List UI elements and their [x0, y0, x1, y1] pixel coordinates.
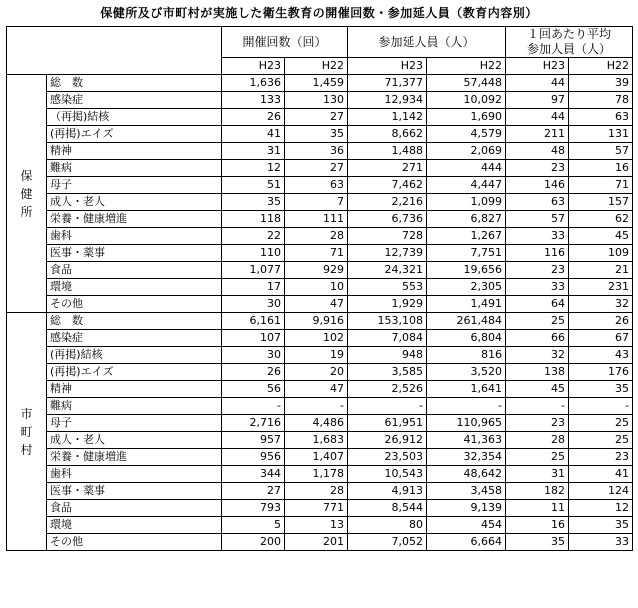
table-row	[7, 279, 633, 296]
year-header: H23	[222, 58, 285, 75]
row-label: 食品	[47, 500, 222, 517]
value-cell: 97	[506, 92, 569, 109]
table-row	[7, 449, 633, 466]
value-cell: 66	[506, 330, 569, 347]
value-cell: 111	[285, 211, 348, 228]
value-cell: 4,447	[427, 177, 506, 194]
corner-cell	[7, 27, 222, 75]
value-cell: 19,656	[427, 262, 506, 279]
row-label: 成人・老人	[47, 194, 222, 211]
row-label: 総 数	[47, 313, 222, 330]
value-cell: -	[285, 398, 348, 415]
value-cell: 47	[285, 296, 348, 313]
value-cell: 12,739	[348, 245, 427, 262]
value-cell: 35	[285, 126, 348, 143]
value-cell: 80	[348, 517, 427, 534]
value-cell: 4,579	[427, 126, 506, 143]
value-cell: 35	[569, 381, 633, 398]
value-cell: -	[506, 398, 569, 415]
table-row	[7, 92, 633, 109]
value-cell: 64	[506, 296, 569, 313]
value-cell: 110	[222, 245, 285, 262]
value-cell: 63	[285, 177, 348, 194]
header-average-line1: １回あたり平均	[527, 27, 612, 41]
value-cell: 2,305	[427, 279, 506, 296]
value-cell: 157	[569, 194, 633, 211]
table-row	[7, 500, 633, 517]
year-header: H22	[427, 58, 506, 75]
value-cell: 51	[222, 177, 285, 194]
value-cell: 4,486	[285, 415, 348, 432]
value-cell: 956	[222, 449, 285, 466]
table-row	[7, 211, 633, 228]
value-cell: 16	[569, 160, 633, 177]
value-cell: 27	[285, 160, 348, 177]
value-cell: 16	[506, 517, 569, 534]
row-label: (再掲)結核	[47, 347, 222, 364]
row-label: 医事・薬事	[47, 483, 222, 500]
value-cell: 28	[506, 432, 569, 449]
row-label: 母子	[47, 415, 222, 432]
value-cell: 1,459	[285, 75, 348, 92]
value-cell: 30	[222, 347, 285, 364]
value-cell: 48,642	[427, 466, 506, 483]
header-participants: 参加延人員（人）	[348, 27, 506, 58]
value-cell: 62	[569, 211, 633, 228]
header-count: 開催回数（回）	[222, 27, 348, 58]
row-label: 成人・老人	[47, 432, 222, 449]
value-cell: 9,139	[427, 500, 506, 517]
value-cell: 1,636	[222, 75, 285, 92]
value-cell: 1,641	[427, 381, 506, 398]
table-row	[7, 228, 633, 245]
row-label: 感染症	[47, 92, 222, 109]
value-cell: 130	[285, 92, 348, 109]
value-cell: 32,354	[427, 449, 506, 466]
value-cell: 2,716	[222, 415, 285, 432]
value-cell: 11	[506, 500, 569, 517]
row-label: 感染症	[47, 330, 222, 347]
value-cell: 44	[506, 75, 569, 92]
value-cell: 200	[222, 534, 285, 551]
value-cell: 12,934	[348, 92, 427, 109]
value-cell: 2,216	[348, 194, 427, 211]
value-cell: 6,804	[427, 330, 506, 347]
row-label: 食品	[47, 262, 222, 279]
value-cell: 63	[569, 109, 633, 126]
value-cell: 25	[569, 432, 633, 449]
value-cell: 22	[222, 228, 285, 245]
row-label: (再掲)エイズ	[47, 126, 222, 143]
value-cell: 26,912	[348, 432, 427, 449]
value-cell: 28	[285, 228, 348, 245]
value-cell: 31	[506, 466, 569, 483]
value-cell: 5	[222, 517, 285, 534]
row-label: （再掲)結核	[47, 109, 222, 126]
table-row	[7, 160, 633, 177]
value-cell: 33	[506, 228, 569, 245]
value-cell: 133	[222, 92, 285, 109]
value-cell: 7,052	[348, 534, 427, 551]
value-cell: 28	[285, 483, 348, 500]
table-row	[7, 194, 633, 211]
value-cell: 271	[348, 160, 427, 177]
value-cell: -	[569, 398, 633, 415]
value-cell: 7	[285, 194, 348, 211]
table-row	[7, 75, 633, 92]
row-label: 難病	[47, 398, 222, 415]
value-cell: 131	[569, 126, 633, 143]
row-label: 栄養・健康増進	[47, 211, 222, 228]
value-cell: 48	[506, 143, 569, 160]
value-cell: 71	[569, 177, 633, 194]
table-row	[7, 398, 633, 415]
year-header: H23	[506, 58, 569, 75]
row-label: (再掲)エイズ	[47, 364, 222, 381]
value-cell: 47	[285, 381, 348, 398]
value-cell: 43	[569, 347, 633, 364]
value-cell: 23,503	[348, 449, 427, 466]
table-row	[7, 262, 633, 279]
value-cell: 26	[222, 364, 285, 381]
value-cell: 1,099	[427, 194, 506, 211]
value-cell: -	[427, 398, 506, 415]
value-cell: 948	[348, 347, 427, 364]
value-cell: 32	[506, 347, 569, 364]
table-row	[7, 296, 633, 313]
value-cell: 1,142	[348, 109, 427, 126]
value-cell: 35	[506, 534, 569, 551]
value-cell: 63	[506, 194, 569, 211]
value-cell: 7,084	[348, 330, 427, 347]
value-cell: 107	[222, 330, 285, 347]
value-cell: 728	[348, 228, 427, 245]
row-label: その他	[47, 534, 222, 551]
row-label: 精神	[47, 143, 222, 160]
table-row	[7, 347, 633, 364]
value-cell: 2,069	[427, 143, 506, 160]
value-cell: 23	[506, 262, 569, 279]
value-cell: 67	[569, 330, 633, 347]
value-cell: 30	[222, 296, 285, 313]
table-row	[7, 143, 633, 160]
value-cell: 146	[506, 177, 569, 194]
table-title: 保健所及び市町村が実施した衛生教育の開催回数・参加延人員（教育内容別）	[100, 6, 538, 20]
group-label	[7, 313, 47, 551]
table-row	[7, 432, 633, 449]
value-cell: 12	[569, 500, 633, 517]
header-average	[506, 27, 633, 58]
value-cell: 1,929	[348, 296, 427, 313]
value-cell: 25	[506, 449, 569, 466]
value-cell: 71,377	[348, 75, 427, 92]
value-cell: 553	[348, 279, 427, 296]
value-cell: 33	[506, 279, 569, 296]
value-cell: 102	[285, 330, 348, 347]
row-label: 歯科	[47, 228, 222, 245]
value-cell: 1,267	[427, 228, 506, 245]
value-cell: 957	[222, 432, 285, 449]
value-cell: 793	[222, 500, 285, 517]
value-cell: -	[222, 398, 285, 415]
value-cell: 35	[569, 517, 633, 534]
table-row	[7, 126, 633, 143]
value-cell: 61,951	[348, 415, 427, 432]
value-cell: 1,683	[285, 432, 348, 449]
value-cell: 44	[506, 109, 569, 126]
value-cell: 109	[569, 245, 633, 262]
value-cell: 201	[285, 534, 348, 551]
table-row	[7, 245, 633, 262]
year-header: H22	[285, 58, 348, 75]
value-cell: 23	[506, 160, 569, 177]
header-average-line2: 参加人員（人）	[527, 42, 612, 56]
value-cell: 20	[285, 364, 348, 381]
table-row	[7, 313, 633, 330]
value-cell: 41	[569, 466, 633, 483]
row-label: その他	[47, 296, 222, 313]
value-cell: 1,690	[427, 109, 506, 126]
table-row	[7, 483, 633, 500]
table-row	[7, 330, 633, 347]
value-cell: 24,321	[348, 262, 427, 279]
row-label: 環境	[47, 517, 222, 534]
value-cell: 4,913	[348, 483, 427, 500]
value-cell: 344	[222, 466, 285, 483]
row-label: 難病	[47, 160, 222, 177]
value-cell: 19	[285, 347, 348, 364]
value-cell: 39	[569, 75, 633, 92]
value-cell: 10,543	[348, 466, 427, 483]
value-cell: 261,484	[427, 313, 506, 330]
table-row	[7, 364, 633, 381]
value-cell: 1,488	[348, 143, 427, 160]
value-cell: 454	[427, 517, 506, 534]
group-label-text: 市町村	[20, 406, 33, 457]
value-cell: 816	[427, 347, 506, 364]
value-cell: 26	[569, 313, 633, 330]
row-label: 環境	[47, 279, 222, 296]
value-cell: 10,092	[427, 92, 506, 109]
value-cell: 7,462	[348, 177, 427, 194]
value-cell: 182	[506, 483, 569, 500]
value-cell: 6,664	[427, 534, 506, 551]
value-cell: 27	[222, 483, 285, 500]
value-cell: 116	[506, 245, 569, 262]
value-cell: 153,108	[348, 313, 427, 330]
value-cell: 25	[506, 313, 569, 330]
value-cell: 7,751	[427, 245, 506, 262]
table-row	[7, 177, 633, 194]
value-cell: 71	[285, 245, 348, 262]
value-cell: 56	[222, 381, 285, 398]
value-cell: 25	[569, 415, 633, 432]
value-cell: 31	[222, 143, 285, 160]
group-label-text: 保健所	[20, 168, 33, 219]
value-cell: 12	[222, 160, 285, 177]
value-cell: 27	[285, 109, 348, 126]
value-cell: 17	[222, 279, 285, 296]
value-cell: 6,161	[222, 313, 285, 330]
value-cell: 1,491	[427, 296, 506, 313]
value-cell: 41,363	[427, 432, 506, 449]
value-cell: 45	[506, 381, 569, 398]
value-cell: 1,407	[285, 449, 348, 466]
value-cell: 3,458	[427, 483, 506, 500]
row-label: 総 数	[47, 75, 222, 92]
value-cell: 3,585	[348, 364, 427, 381]
group-label	[7, 75, 47, 313]
value-cell: 1,077	[222, 262, 285, 279]
row-label: 母子	[47, 177, 222, 194]
value-cell: 2,526	[348, 381, 427, 398]
value-cell: 3,520	[427, 364, 506, 381]
value-cell: 6,827	[427, 211, 506, 228]
year-header: H22	[569, 58, 633, 75]
value-cell: 110,965	[427, 415, 506, 432]
value-cell: 1,178	[285, 466, 348, 483]
value-cell: 9,916	[285, 313, 348, 330]
value-cell: 211	[506, 126, 569, 143]
value-cell: 771	[285, 500, 348, 517]
table-row	[7, 534, 633, 551]
value-cell: 8,662	[348, 126, 427, 143]
row-label: 医事・薬事	[47, 245, 222, 262]
value-cell: 45	[569, 228, 633, 245]
row-label: 栄養・健康増進	[47, 449, 222, 466]
value-cell: 26	[222, 109, 285, 126]
value-cell: 118	[222, 211, 285, 228]
header-row	[7, 27, 633, 58]
value-cell: 444	[427, 160, 506, 177]
value-cell: 33	[569, 534, 633, 551]
year-header: H23	[348, 58, 427, 75]
value-cell: 6,736	[348, 211, 427, 228]
value-cell: 32	[569, 296, 633, 313]
row-label: 精神	[47, 381, 222, 398]
value-cell: 13	[285, 517, 348, 534]
value-cell: 57	[506, 211, 569, 228]
value-cell: 176	[569, 364, 633, 381]
value-cell: 10	[285, 279, 348, 296]
value-cell: 138	[506, 364, 569, 381]
value-cell: 23	[569, 449, 633, 466]
value-cell: 35	[222, 194, 285, 211]
value-cell: 21	[569, 262, 633, 279]
row-label: 歯科	[47, 466, 222, 483]
value-cell: 78	[569, 92, 633, 109]
education-table	[6, 26, 633, 551]
value-cell: 124	[569, 483, 633, 500]
value-cell: 57	[569, 143, 633, 160]
table-row	[7, 381, 633, 398]
value-cell: 41	[222, 126, 285, 143]
value-cell: -	[348, 398, 427, 415]
value-cell: 8,544	[348, 500, 427, 517]
table-row	[7, 466, 633, 483]
table-row	[7, 517, 633, 534]
value-cell: 23	[506, 415, 569, 432]
table-row	[7, 415, 633, 432]
value-cell: 57,448	[427, 75, 506, 92]
value-cell: 231	[569, 279, 633, 296]
value-cell: 36	[285, 143, 348, 160]
table-row	[7, 109, 633, 126]
value-cell: 929	[285, 262, 348, 279]
